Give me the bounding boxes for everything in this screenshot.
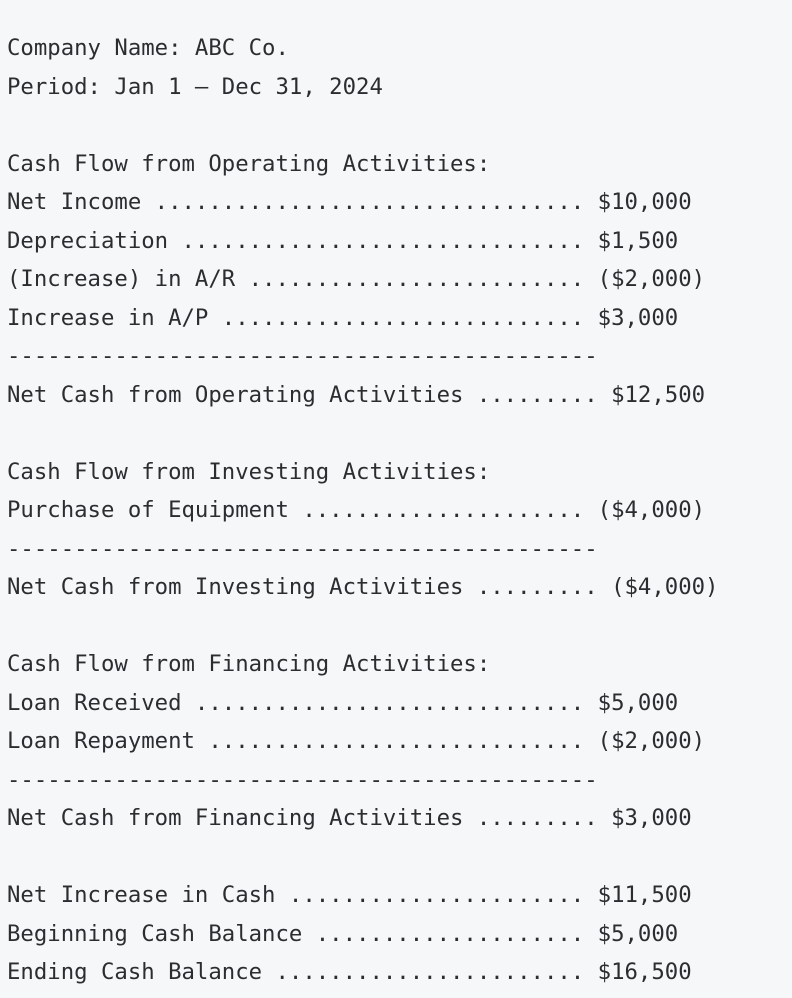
line-item: (Increase) in A/R ......................... ($2,000) (7, 266, 706, 292)
line-item: Loan Repayment ............................ ($2,000) (7, 728, 706, 754)
financing-heading: Cash Flow from Financing Activities: (7, 651, 491, 677)
divider: -------------------------------------------- (7, 535, 598, 562)
operating-heading: Cash Flow from Operating Activities: (7, 150, 491, 177)
line-item: Net Income ................................ $10,000 (7, 189, 692, 215)
company-name: Company Name: ABC Co. (7, 35, 289, 61)
cash-flow-statement (7, 29, 718, 992)
divider: -------------------------------------------- (7, 343, 598, 369)
spacer (7, 106, 718, 145)
financing-total: Net Cash from Financing Activities ......... $3,000 (7, 805, 692, 831)
line-item: Loan Received ............................. $5,000 (7, 689, 679, 716)
divider: -------------------------------------------- (7, 766, 598, 793)
investing-heading: Cash Flow from Investing Activities: (7, 458, 491, 485)
spacer (7, 607, 718, 646)
line-item: Depreciation .............................. $1,500 (7, 227, 679, 254)
line-item: Increase in A/P ........................... $3,000 (7, 304, 679, 331)
spacer (7, 414, 718, 453)
period: Period: Jan 1 – Dec 31, 2024 (7, 73, 383, 100)
investing-total: Net Cash from Investing Activities ......... ($4,000) (7, 574, 719, 600)
summary-item: Ending Cash Balance ....................... $16,500 (7, 959, 692, 985)
summary-item: Beginning Cash Balance .................... $5,000 (7, 920, 679, 947)
operating-total: Net Cash from Operating Activities ......... $12,500 (7, 381, 706, 408)
spacer (7, 838, 718, 877)
summary-item: Net Increase in Cash ...................... $11,500 (7, 882, 692, 908)
line-item: Purchase of Equipment ..................... ($4,000) (7, 497, 706, 523)
